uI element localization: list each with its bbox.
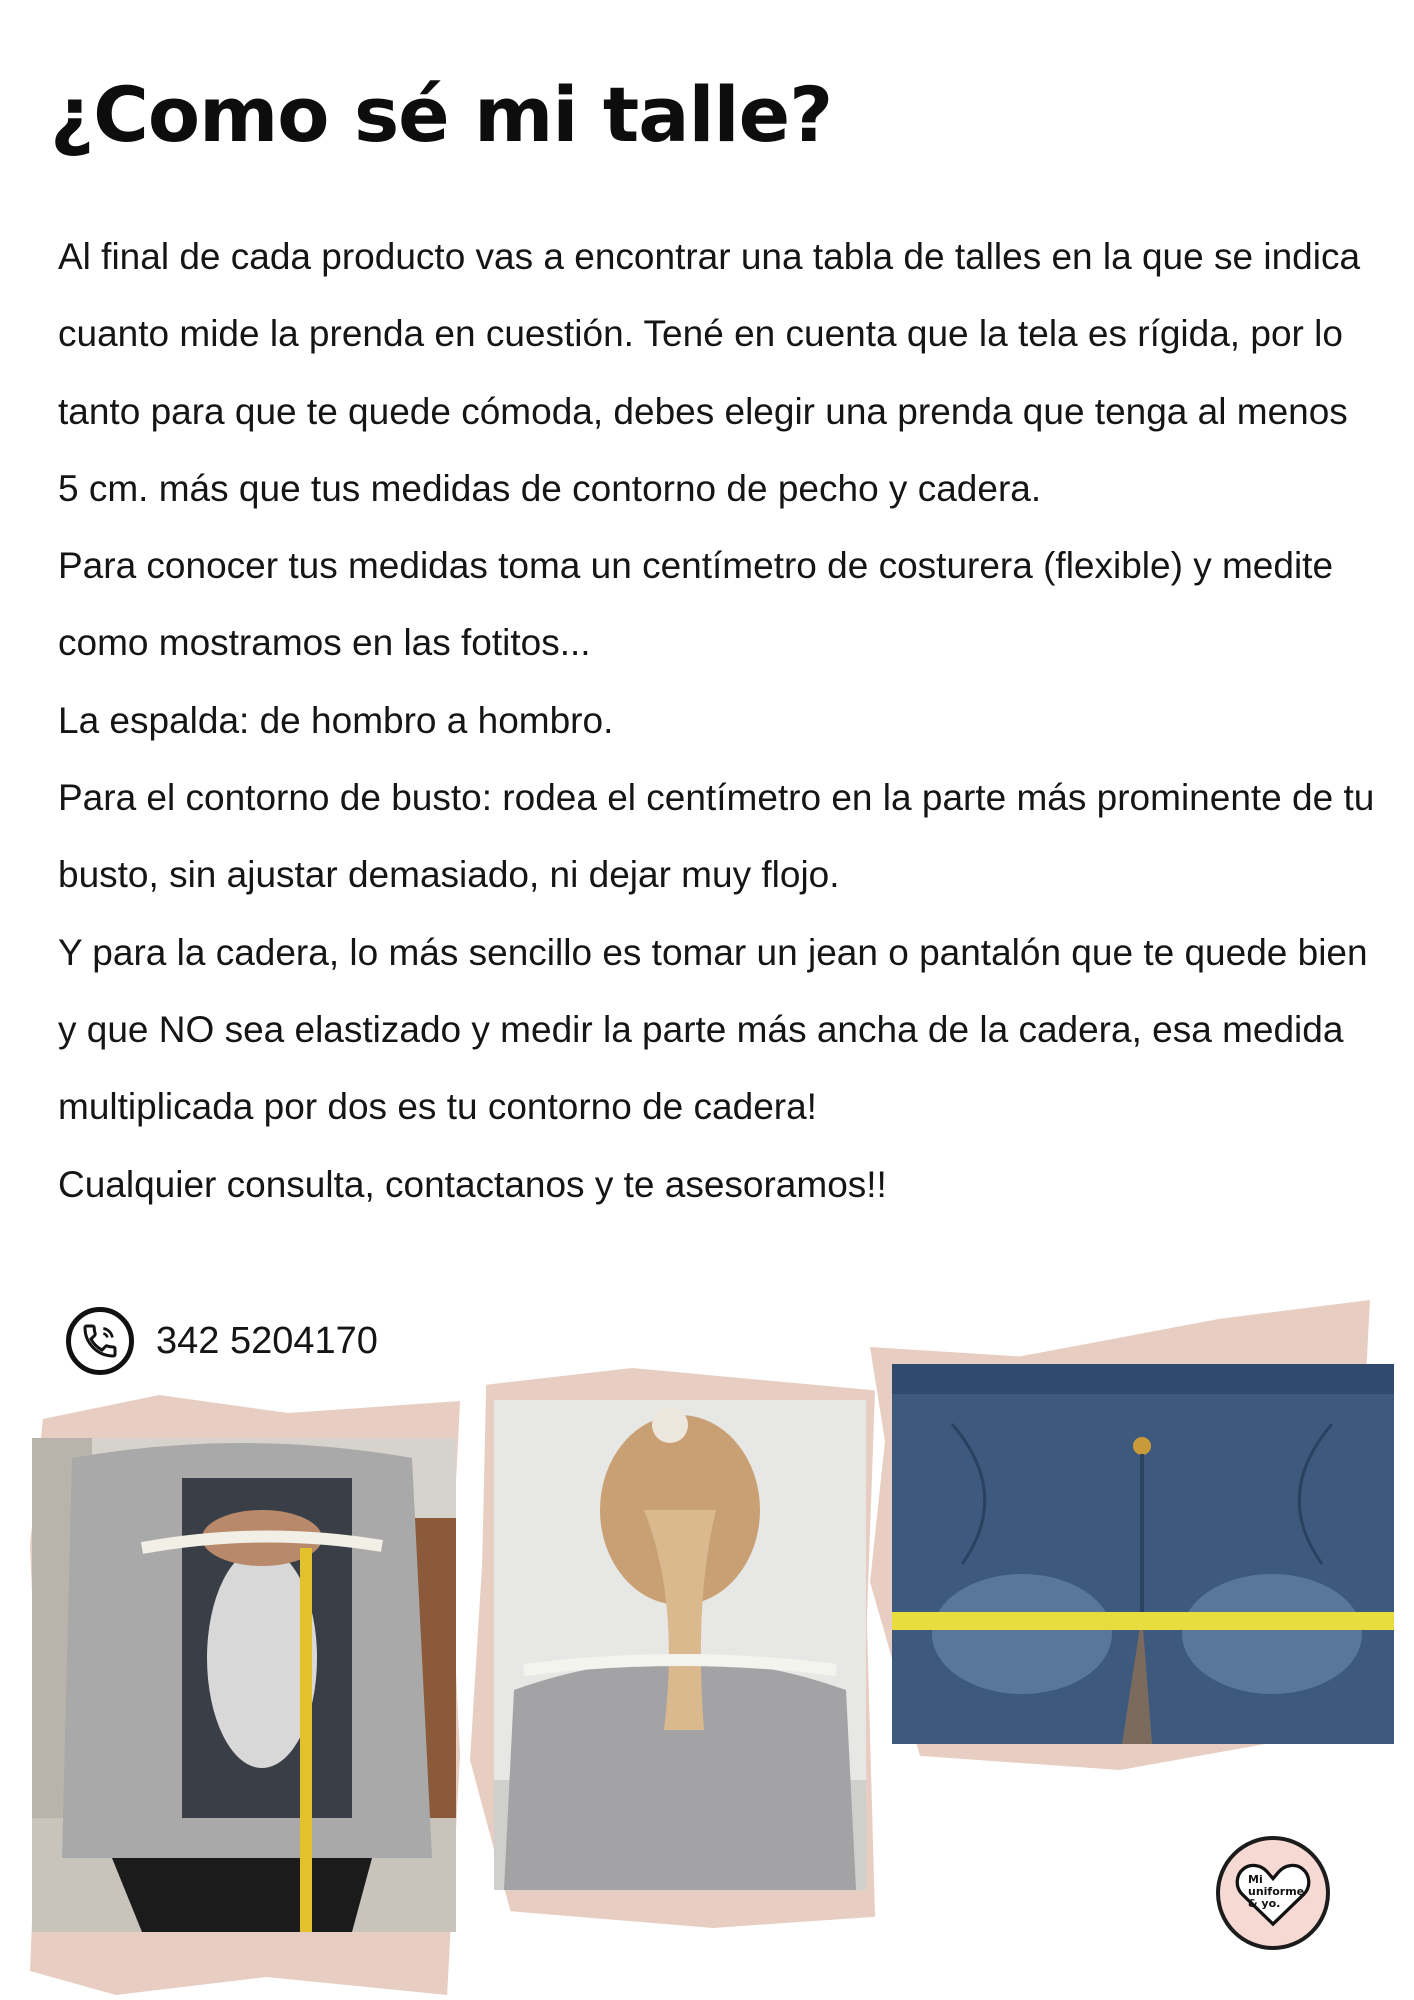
brand-logo — [1216, 1836, 1330, 1950]
paragraph-hip: Y para la cadera, lo más sencillo es tomar un jean o pantalón que te quede bien y que NO sea elastizado y medir la parte más ancha de la cadera, esa medida multiplicada por dos es tu contorno de cadera! — [58, 931, 1368, 1128]
back-measurement-photo — [494, 1400, 866, 1890]
instructions-text — [58, 218, 1378, 1223]
jeans-hip-measurement-photo — [892, 1364, 1394, 1744]
phone-contact[interactable] — [66, 1304, 378, 1378]
logo-text: Mi uniforme & yo. — [1248, 1873, 1305, 1910]
phone-number: 342 5204170 — [156, 1319, 378, 1362]
page-title: ¿Como sé mi talle? — [50, 70, 833, 159]
paragraph-bust: Para el contorno de busto: rodea el centímetro en la parte más prominente de tu busto, sin ajustar demasiado, ni dejar muy flojo. — [58, 777, 1375, 896]
paragraph-contact: Cualquier consulta, contactanos y te asesoramos!! — [58, 1163, 887, 1205]
paragraph-back: La espalda: de hombro a hombro. — [58, 699, 614, 741]
phone-icon — [66, 1307, 134, 1375]
paragraph-measure-tape: Para conocer tus medidas toma un centímetro de costurera (flexible) y medite como mostramos en las fotitos... — [58, 545, 1334, 664]
bust-measurement-photo — [32, 1438, 456, 1932]
paragraph-size-table: Al final de cada producto vas a encontrar una tabla de talles en la que se indica cuanto mide la prenda en cuestión. Tené en cuenta que la tela es rígida, por lo tanto para que te quede cómoda, debes elegir una prenda que tenga al menos 5 cm. más que tus medidas de contorno de pecho y cadera. — [58, 236, 1361, 509]
